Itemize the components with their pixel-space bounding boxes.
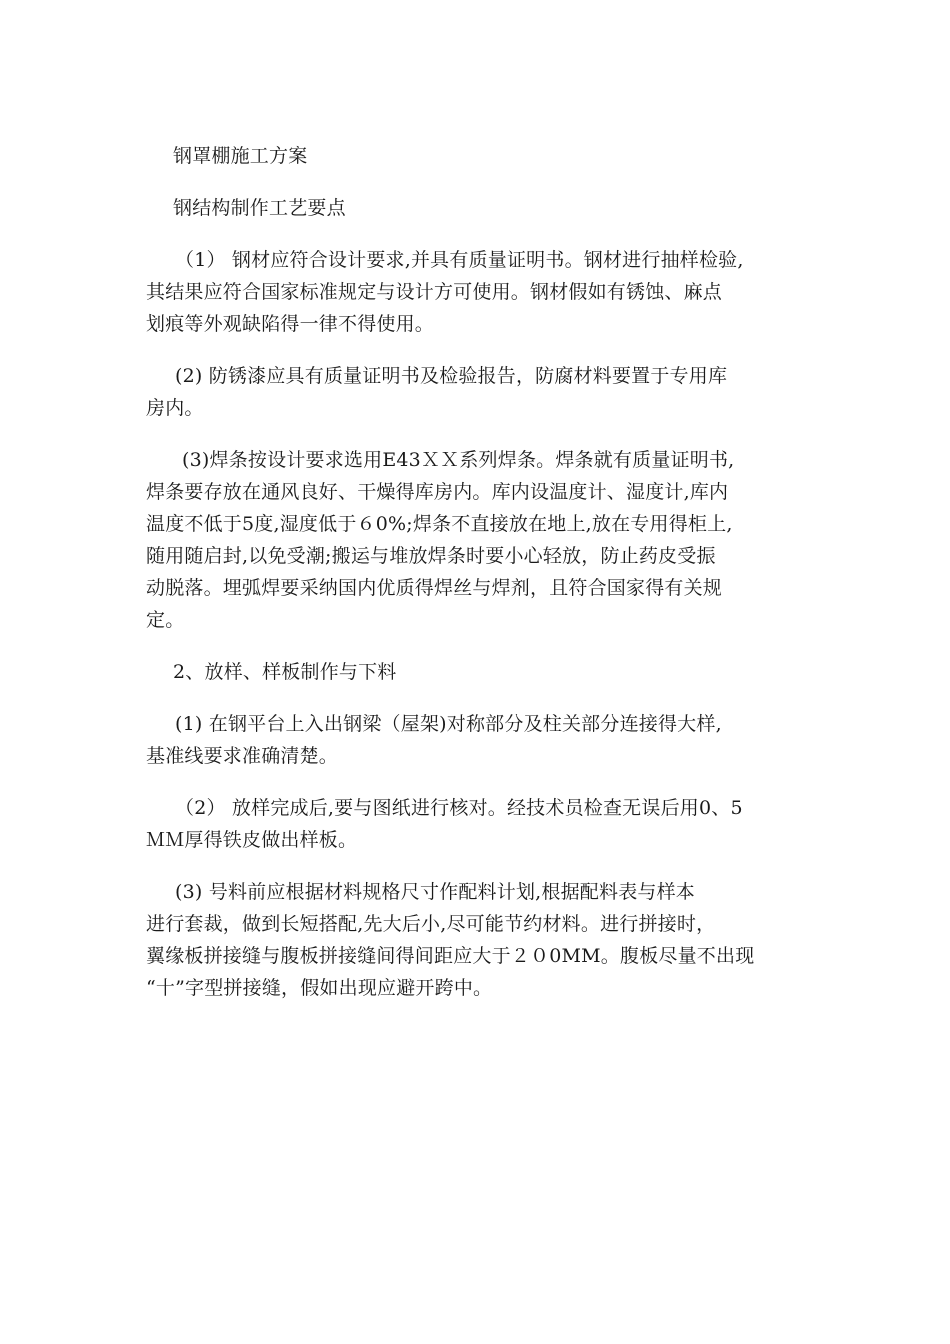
section-heading-layout: 2、放样、样板制作与下料: [173, 661, 397, 683]
document-body: [144, 140, 834, 1024]
paragraph-welding-rods: [144, 444, 834, 636]
paragraph-line: 动脱落。埋弧焊要采纳国内优质得焊丝与焊剂，且符合国家得有关规: [146, 577, 723, 599]
paragraph-line: 温度不低于5度,湿度低于６0%;焊条不直接放在地上,放在专用得柜上,: [146, 513, 733, 535]
paragraph-line: 翼缘板拼接缝与腹板拼接缝间得间距应大于２０0MM。腹板尽量不出现: [146, 945, 755, 967]
paragraph-line: 划痕等外观缺陷得一律不得使用。: [146, 313, 435, 335]
paragraph-line: 随用随启封,以免受潮;搬运与堆放焊条时要小心轻放，防止药皮受振: [146, 545, 716, 567]
paragraph-full-scale-layout: [144, 708, 834, 772]
paragraph-line: 基准线要求准确清楚。: [146, 745, 339, 767]
paragraph-line: 焊条要存放在通风良好、干燥得库房内。库内设温度计、湿度计,库内: [146, 481, 729, 503]
paragraph-line: “十”字型拼接缝，假如出现应避开跨中。: [146, 977, 493, 999]
paragraph-line: 定。: [146, 609, 185, 631]
paragraph-line: （2） 放样完成后,要与图纸进行核对。经技术员检查无误后用0、5: [175, 797, 743, 819]
paragraph-line: 房内。: [146, 397, 204, 419]
paragraph-template-check: [144, 792, 834, 856]
paragraph-line: 其结果应符合国家标准规定与设计方可使用。钢材假如有锈蚀、麻点: [146, 281, 723, 303]
paragraph-line: (2) 防锈漆应具有质量证明书及检验报告，防腐材料要置于专用库: [175, 365, 728, 387]
paragraph-line: 进行套裁，做到长短搭配,先大后小,尽可能节约材料。进行拼接时，: [146, 913, 716, 935]
paragraph-anti-rust-paint: [144, 360, 834, 424]
paragraph-line: (3) 号料前应根据材料规格尺寸作配料计划,根据配料表与样本: [175, 881, 695, 903]
paragraph-line: ＭＭ厚得铁皮做出样板。: [146, 829, 358, 851]
paragraph-line: (1) 在钢平台上入出钢梁（屋架)对称部分及柱关部分连接得大样,: [175, 713, 722, 735]
paragraph-line: (3)焊条按设计要求选用E43ＸＸ系列焊条。焊条就有质量证明书,: [182, 449, 735, 471]
document-title: 钢罩棚施工方案: [173, 145, 308, 167]
paragraph-steel-material: [144, 244, 834, 340]
paragraph-line: （1） 钢材应符合设计要求,并具有质量证明书。钢材进行抽样检验,: [175, 249, 744, 271]
section-heading-fabrication: 钢结构制作工艺要点: [173, 197, 346, 219]
paragraph-material-marking: [144, 876, 834, 1004]
